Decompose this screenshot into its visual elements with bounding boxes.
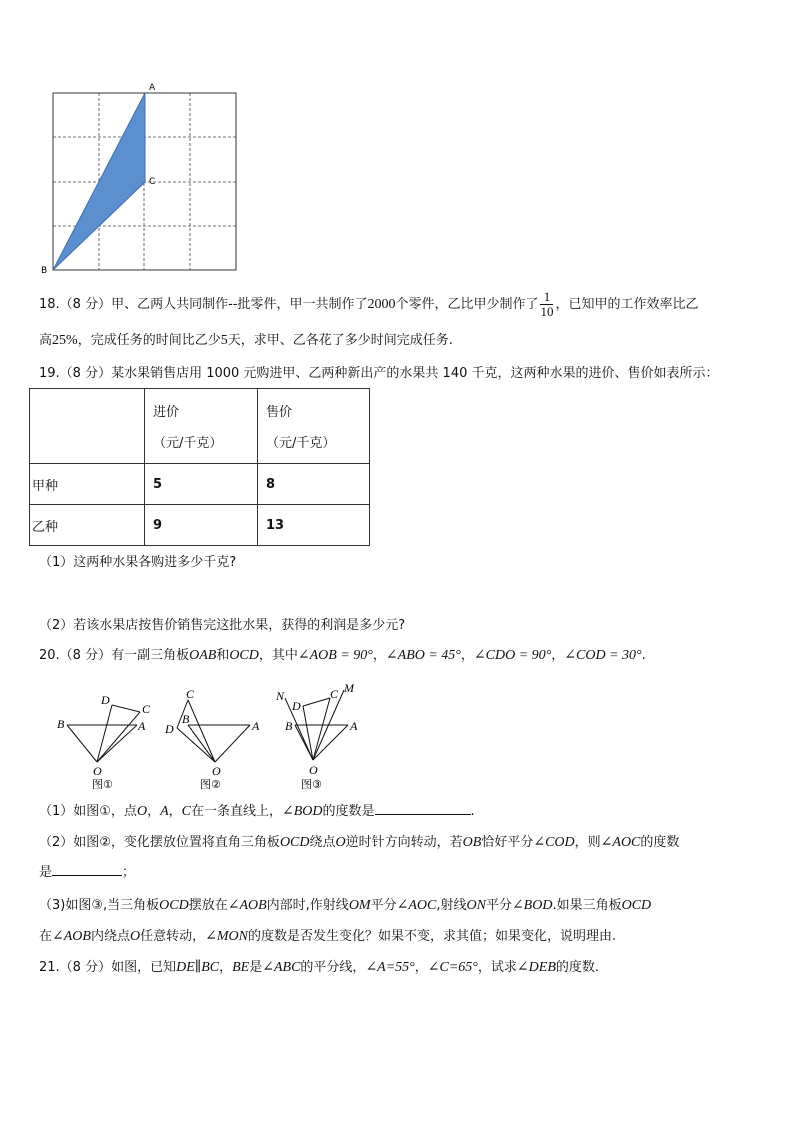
fig2-label-o: O xyxy=(212,764,221,778)
q18-text-f: 天，求甲、乙各花了多少时间完成任务. xyxy=(227,333,453,348)
fig1-label-b: B xyxy=(57,717,65,731)
q20-sub1-sep: ， xyxy=(168,804,182,819)
fig1-label-o: O xyxy=(93,764,102,778)
q20-sub2-o: O xyxy=(335,835,346,850)
q20-sub1-c: C xyxy=(181,804,191,819)
fig3-caption: 图③ xyxy=(301,778,322,790)
header-sell-l1: 售价 xyxy=(266,405,293,420)
q20-sub2-text-f: 的度数 xyxy=(640,835,680,850)
q21-text-f: ，试求 xyxy=(477,960,517,975)
q20-sub3-on: ON xyxy=(466,898,486,913)
fig1-label-d: D xyxy=(101,693,110,707)
fig2-label-a: A xyxy=(252,719,260,733)
q20-sub3-ocd: OCD xyxy=(159,898,189,913)
figure-3 xyxy=(268,680,378,790)
q20-eq3: ∠CDO = 90° xyxy=(473,648,552,663)
q20-sub2-text: （2）如图②，变化摆放位置将直角三角板 xyxy=(39,835,280,850)
q18-text: 18.（8 分）甲、乙两人共同制作--批零件，甲一共制作了 xyxy=(39,297,368,312)
q20-sub3-om: OM xyxy=(348,898,371,913)
q21-text-c: 是 xyxy=(249,960,263,975)
q18-line2 xyxy=(39,331,453,351)
row-name: 甲种 xyxy=(30,464,145,505)
q20-sub2-cod: ∠COD xyxy=(533,835,575,850)
q20-sub3-text-e: ,射线 xyxy=(436,898,467,913)
q20-sub1-o: O xyxy=(136,804,148,819)
q20-comma: ， xyxy=(460,648,474,663)
q20-period: . xyxy=(641,648,646,663)
q20-sub2-text-b: 绕点 xyxy=(309,835,336,850)
q20-sub3-text-h: 在 xyxy=(39,929,53,944)
header-sell-price xyxy=(258,389,370,464)
q20-text: 20.（8 分）有一副三角板 xyxy=(39,648,190,663)
q20-sub3-mon: ∠MON xyxy=(205,929,248,944)
q20-sub3-text-g: .如果三角板 xyxy=(552,898,622,913)
q20-sub1 xyxy=(39,802,475,822)
q20-sub2-aoc: ∠AOC xyxy=(600,835,641,850)
q20-text-b: ，其中 xyxy=(258,648,298,663)
label-a: A xyxy=(149,83,156,93)
q20-eq2: ∠ABO = 45° xyxy=(385,648,461,663)
q18-text-c: ，已知甲的工作效率比乙 xyxy=(555,297,699,312)
q20-sub2-text-e: ，则 xyxy=(574,835,601,850)
fig3-label-m: M xyxy=(344,681,354,695)
q20-sub1-sep: ， xyxy=(147,804,161,819)
q19-stem: 19.（8 分）某水果销售店用 1000 元购进甲、乙两种新出产的水果共 140 千克，这两种水果的进价、售价如表所示： xyxy=(39,366,719,381)
q20-sub3-text-b: 摆放在 xyxy=(188,898,228,913)
fig2-label-b: B xyxy=(182,712,190,726)
q20-sub2-ocd: OCD xyxy=(279,835,310,850)
fig1-label-c: C xyxy=(142,702,151,716)
table-corner-cell xyxy=(30,389,145,464)
q20-sub1-text: （1）如图①，点 xyxy=(39,804,137,819)
q20-oab: OAB xyxy=(189,648,217,663)
header-buy-l2: （元/千克） xyxy=(153,436,223,451)
q18-line1 xyxy=(39,290,699,319)
q20-comma: ， xyxy=(551,648,565,663)
q21-text-e: ， xyxy=(414,960,428,975)
q20-sub3-line1 xyxy=(39,896,651,916)
q21-debc: DE∥BC xyxy=(176,960,220,975)
q18-2000: 2000 xyxy=(367,297,396,312)
q21-text-b: ， xyxy=(219,960,233,975)
fig1-label-a: A xyxy=(138,719,146,733)
q20-and: 和 xyxy=(216,648,230,663)
q20-sub1-period: . xyxy=(470,804,475,819)
q20-comma: ， xyxy=(372,648,386,663)
row-sell: 13 xyxy=(258,505,370,546)
q20-sub3-text: （3)如图③,当三角板 xyxy=(39,898,160,913)
q20-sub3-aoc: ∠AOC xyxy=(396,898,437,913)
q20-stem xyxy=(39,646,646,666)
table-row xyxy=(30,505,370,546)
q20-sub3-text-d: 平分 xyxy=(370,898,397,913)
price-table xyxy=(29,388,370,546)
q20-sub3-ocd2: OCD xyxy=(621,898,652,913)
fig1-caption: 图① xyxy=(92,778,113,790)
table-row xyxy=(30,464,370,505)
fig3-label-o: O xyxy=(309,763,318,777)
grid-figure xyxy=(38,80,248,276)
q20-eq4: ∠COD = 30° xyxy=(564,648,642,663)
q20-sub1-angle: ∠BOD xyxy=(282,804,323,819)
q20-sub3-text-f: 平分 xyxy=(485,898,512,913)
q18-fraction xyxy=(540,290,553,319)
q21-angle-c: ∠C=65° xyxy=(427,960,478,975)
row-buy: 5 xyxy=(145,464,258,505)
frac-denominator: 10 xyxy=(540,304,554,319)
q20-sub3-text-i: 内绕点 xyxy=(90,929,130,944)
q21-text-g: 的度数. xyxy=(555,960,600,975)
q20-sub3-line2 xyxy=(39,927,616,947)
label-b: B xyxy=(41,266,48,276)
figure-1 xyxy=(55,690,165,790)
fig3-label-c: C xyxy=(330,687,339,701)
q20-ocd: OCD xyxy=(229,648,259,663)
q20-sub1-text-b: 在一条直线上， xyxy=(191,804,283,819)
q20-sub2-line2 xyxy=(39,863,135,883)
row-name: 乙种 xyxy=(30,505,145,546)
fig3-label-n: N xyxy=(276,689,285,703)
figure-2 xyxy=(160,686,270,790)
q20-sub3-aob2: ∠AOB xyxy=(52,929,91,944)
q21-text-d: 的平分线， xyxy=(300,960,366,975)
header-buy-price xyxy=(145,389,258,464)
q20-eq1: ∠AOB = 90° xyxy=(297,648,373,663)
fig2-label-d: D xyxy=(165,722,174,736)
q18-text-d: 高 xyxy=(39,333,53,348)
q18-text-e: ，完成任务的时间比乙少 xyxy=(77,333,221,348)
q20-sub2-ob: OB xyxy=(462,835,482,850)
label-c: C xyxy=(149,177,156,187)
q19-sub1: （1）这两种水果各购进多少千克? xyxy=(39,555,237,570)
q20-sub2-line1 xyxy=(39,833,679,853)
q19-sub2: （2）若该水果店按售价销售完这批水果，获得的利润是多少元? xyxy=(39,618,406,633)
table-header-row xyxy=(30,389,370,464)
fig3-label-a: A xyxy=(350,719,358,733)
q20-sub3-o: O xyxy=(129,929,141,944)
q20-sub3-aob: ∠AOB xyxy=(227,898,267,913)
header-buy-l1: 进价 xyxy=(153,405,180,420)
q18-days: 5 xyxy=(220,333,228,348)
header-sell-l2: （元/千克） xyxy=(266,436,336,451)
q20-sub2-end: ； xyxy=(122,865,136,880)
fig2-label-c: C xyxy=(186,687,195,701)
q21-be: BE xyxy=(232,960,250,975)
q20-sub1-text-c: 的度数是 xyxy=(322,804,375,819)
q21-text: 21.（8 分）如图，已知 xyxy=(39,960,177,975)
q20-sub1-a: A xyxy=(160,804,169,819)
fig2-caption: 图② xyxy=(200,778,221,790)
answer-blank-2[interactable] xyxy=(52,863,122,876)
fig3-label-b: B xyxy=(285,719,293,733)
q18-percent: 25% xyxy=(52,333,78,348)
q20-sub3-bod: ∠BOD xyxy=(511,898,553,913)
q20-sub2-text-g: 是 xyxy=(39,865,53,880)
row-buy: 9 xyxy=(145,505,258,546)
q21-abc: ∠ABC xyxy=(262,960,301,975)
row-sell: 8 xyxy=(258,464,370,505)
q21-deb: ∠DEB xyxy=(516,960,556,975)
fig3-label-d: D xyxy=(292,699,301,713)
answer-blank-1[interactable] xyxy=(375,802,471,815)
q21-stem xyxy=(39,958,599,978)
q20-sub2-text-c: 逆时针方向转动，若 xyxy=(345,835,463,850)
q20-sub3-text-c: 内部时,作射线 xyxy=(266,898,349,913)
q21-angle-a: ∠A=55° xyxy=(365,960,415,975)
q20-sub2-text-d: 恰好平分 xyxy=(481,835,534,850)
q20-sub3-text-j: 任意转动， xyxy=(140,929,206,944)
q20-sub3-text-k: 的度数是否发生变化？如果不变，求其值；如果变化，说明理由. xyxy=(247,929,617,944)
q18-text-b: 个零件，乙比甲少制作了 xyxy=(395,297,539,312)
frac-numerator: 1 xyxy=(540,290,553,305)
